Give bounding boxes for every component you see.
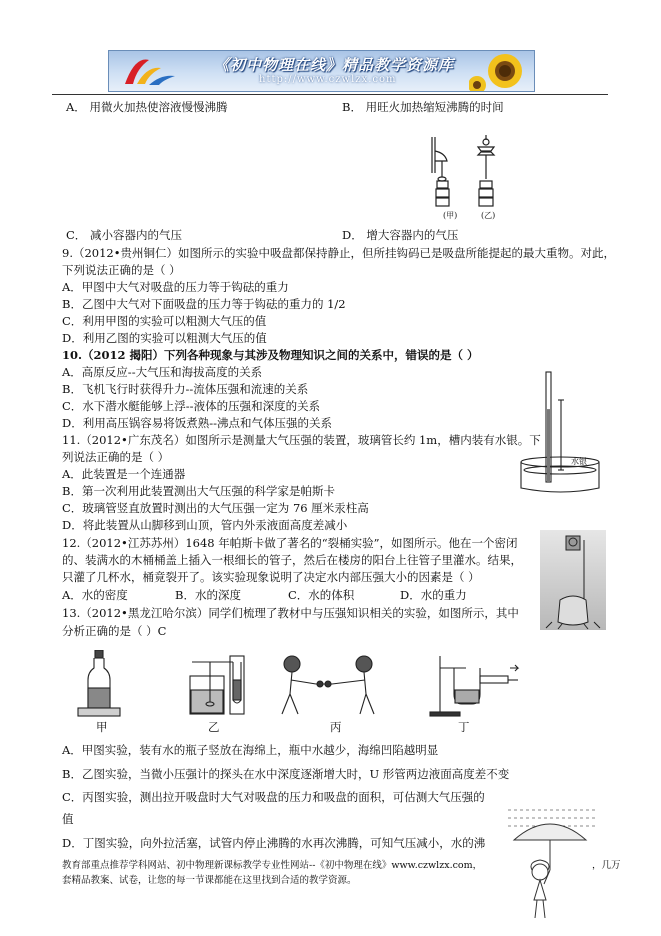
q13-label-jia: 甲 (96, 720, 108, 734)
q11-option-c: C．玻璃管竖直放置时测出的大气压强一定为 76 厘米汞柱高 (62, 501, 369, 515)
q12-stem-2: 的、装满水的木桶桶盖上插入一根细长的管子，然后在楼房的阳台上往管子里灌水。结果， (62, 553, 522, 567)
prev-option-d: D． 增大容器内的气压 (342, 228, 459, 242)
q9-stem-1: 9.（2012•贵州铜仁）如图所示的实验中吸盘都保持静止，但所挂钩码已是吸盘所能提起的最大重物。对此， (62, 246, 616, 260)
q13-option-c-1: C．丙图实验，测出拉开吸盘时大气对吸盘的压力和吸盘的面积，可估测大气压强的 (62, 790, 485, 804)
q10-stem: 10.（2012 揭阳）下列各种现象与其涉及物理知识之间的关系中，错误的是（ ） (62, 348, 479, 362)
q13-option-c-2: 值 (62, 812, 74, 826)
q13-figures (70, 650, 520, 720)
q13-option-a: A．甲图实验，装有水的瓶子竖放在海绵上，瓶中水越少，海绵凹陷越明显 (62, 743, 439, 757)
q13-label-yi: 乙 (208, 720, 220, 734)
q10-option-a: A．高原反应--大气压和海拔高度的关系 (62, 365, 263, 379)
q12-option-d: D．水的重力 (400, 588, 467, 602)
q12-option-b: B．水的深度 (175, 588, 241, 602)
barrel-drawing (540, 530, 606, 630)
barrel-figure (540, 530, 606, 630)
footer-line-1: 教育部重点推荐学科网站、初中物理新课标教学专业性网站--《初中物理在线》www.czwlzx.com， (62, 860, 483, 871)
prev-option-b: B． 用旺火加热缩短沸腾的时间 (342, 100, 504, 114)
q9-option-b: B．乙图中大气对下面吸盘的压力等于钩砝的重力的 1/2 (62, 297, 346, 311)
suction-cup-figure (430, 135, 510, 225)
footer-line-2: 套精品教案、试卷，让您的每一节课都能在这里找到合适的教学资源。 (62, 875, 357, 886)
q13-option-b: B．乙图实验，当微小压强计的探头在水中深度逐渐增大时，U 形管两边液面高度差不变 (62, 767, 510, 781)
banner-url: http://www.czwlzx.com (259, 74, 397, 85)
q13-option-d: D．丁图实验，向外拉活塞，试管内停止沸腾的水再次沸腾，可知气压减小，水的沸 (62, 836, 486, 850)
q10-option-d: D．利用高压锅容易将饭煮熟--沸点和气体压强的关系 (62, 416, 332, 430)
fig-label-yi: (乙) (481, 211, 496, 220)
q10-option-c: C．水下潜水艇能够上浮--液体的压强和深度的关系 (62, 399, 321, 413)
sunflower-icon (469, 51, 533, 91)
footer-line-1-tail: ，几万 (592, 860, 621, 871)
barometer-label: 水银 (571, 457, 587, 466)
q11-stem-1: 11.（2012•广东茂名）如图所示是测量大气压强的装置，玻璃管长约 1m，槽内装有水银。下 (62, 433, 541, 447)
q11-option-b: B．第一次利用此装置测出大气压强的科学家是帕斯卡 (62, 484, 335, 498)
fig-label-jia: (甲) (443, 211, 458, 220)
q11-option-d: D．将此装置从山脚移到山顶，管内外汞液面高度差减小 (62, 518, 348, 532)
q9-option-d: D．利用乙图的实验可以粗测大气压的值 (62, 331, 267, 345)
q9-stem-2: 下列说法正确的是（ ） (62, 263, 181, 277)
q13-stem-2: 分析正确的是（ ）C (62, 624, 167, 638)
q12-stem-3: 只灌了几杯水，桶竟裂开了。该实验现象说明了决定水内部压强大小的因素是（ ） (62, 570, 480, 584)
q11-stem-2: 列说法正确的是（ ） (62, 450, 170, 464)
q11-option-a: A．此装置是一个连通器 (62, 467, 186, 481)
logo-icon (115, 54, 185, 88)
q10-option-b: B．飞机飞行时获得升力--流体压强和流速的关系 (62, 382, 309, 396)
q13-label-bing: 丙 (330, 720, 342, 734)
q12-option-a: A．水的密度 (62, 588, 128, 602)
q12-stem-1: 12.（2012•江苏苏州）1648 年帕斯卡做了著名的“裂桶实验”，如图所示。他在一个密闭 (62, 536, 518, 550)
banner-title: 《初中物理在线》精品教学资源库 (214, 56, 455, 74)
prev-option-a: A． 用微火加热使溶液慢慢沸腾 (66, 100, 228, 114)
header-banner (108, 50, 535, 92)
q9-option-c: C．利用甲图的实验可以粗测大气压的值 (62, 314, 267, 328)
prev-option-c: C． 减小容器内的气压 (66, 228, 182, 242)
q13-label-ding: 丁 (458, 720, 470, 734)
q12-option-c: C．水的体积 (288, 588, 355, 602)
q13-stem-1: 13.（2012•黑龙江哈尔滨）同学们梳理了教材中与压强知识相关的实验，如图所示，其中 (62, 606, 519, 620)
header-rule (52, 94, 608, 95)
q9-option-a: A．甲图中大气对吸盘的压力等于钩砝的重力 (62, 280, 289, 294)
